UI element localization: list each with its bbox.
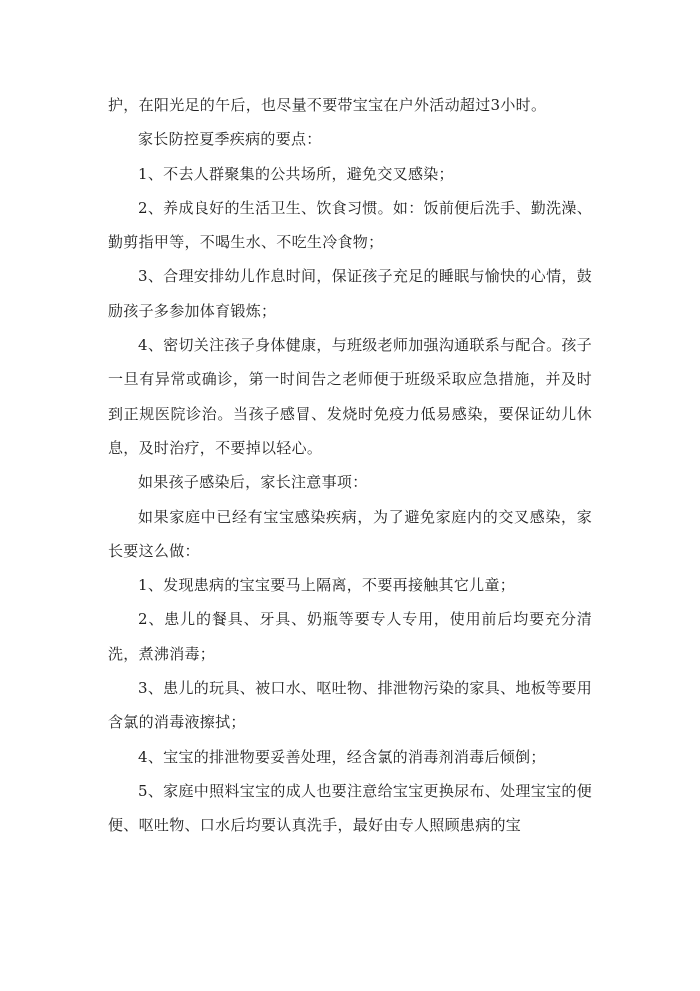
paragraph: 如果家庭中已经有宝宝感染疾病，为了避免家庭内的交叉感染，家长要这么做： bbox=[108, 507, 592, 560]
paragraph: 2、患儿的餐具、牙具、奶瓶等要专人专用，使用前后均要充分清洗，煮沸消毒； bbox=[108, 610, 592, 663]
paragraph: 4、密切关注孩子身体健康，与班级老师加强沟通联系与配合。孩子一旦有异常或确诊，第一时间告之老师便于班级采取应急措施，并及时到正规医院诊治。当孩子感冒、发烧时免疫力低易感染，要保证幼儿休息，及时治疗，不要掉以轻心。 bbox=[108, 336, 592, 457]
paragraph: 家长防控夏季疾病的要点： bbox=[138, 130, 322, 149]
paragraph: 1、不去人群聚集的公共场所，避免交叉感染； bbox=[138, 164, 454, 183]
paragraph: 2、养成良好的生活卫生、饮食习惯。如：饭前便后洗手、勤洗澡、勤剪指甲等，不喝生水、不吃生冷食物； bbox=[108, 198, 592, 252]
paragraph: 护，在阳光足的午后，也尽量不要带宝宝在户外活动超过3小时。 bbox=[108, 96, 547, 114]
paragraph: 3、患儿的玩具、被口水、呕吐物、排泄物污染的家具、地板等要用含氯的消毒液擦拭； bbox=[108, 679, 592, 732]
paragraph: 4、宝宝的排泄物要妥善处理，经含氯的消毒剂消毒后倾倒； bbox=[138, 747, 546, 766]
paragraph: 1、发现患病的宝宝要马上隔离，不要再接触其它儿童； bbox=[138, 576, 516, 595]
paragraph: 5、家庭中照料宝宝的成人也要注意给宝宝更换尿布、处理宝宝的便便、呕吐物、口水后均要认真洗手，最好由专人照顾患病的宝 bbox=[108, 781, 592, 835]
document-body bbox=[108, 88, 592, 843]
paragraph: 3、合理安排幼儿作息时间，保证孩子充足的睡眠与愉快的心情，鼓励孩子多参加体育锻炼； bbox=[108, 267, 592, 320]
paragraph: 如果孩子感染后，家长注意事项： bbox=[138, 473, 368, 492]
